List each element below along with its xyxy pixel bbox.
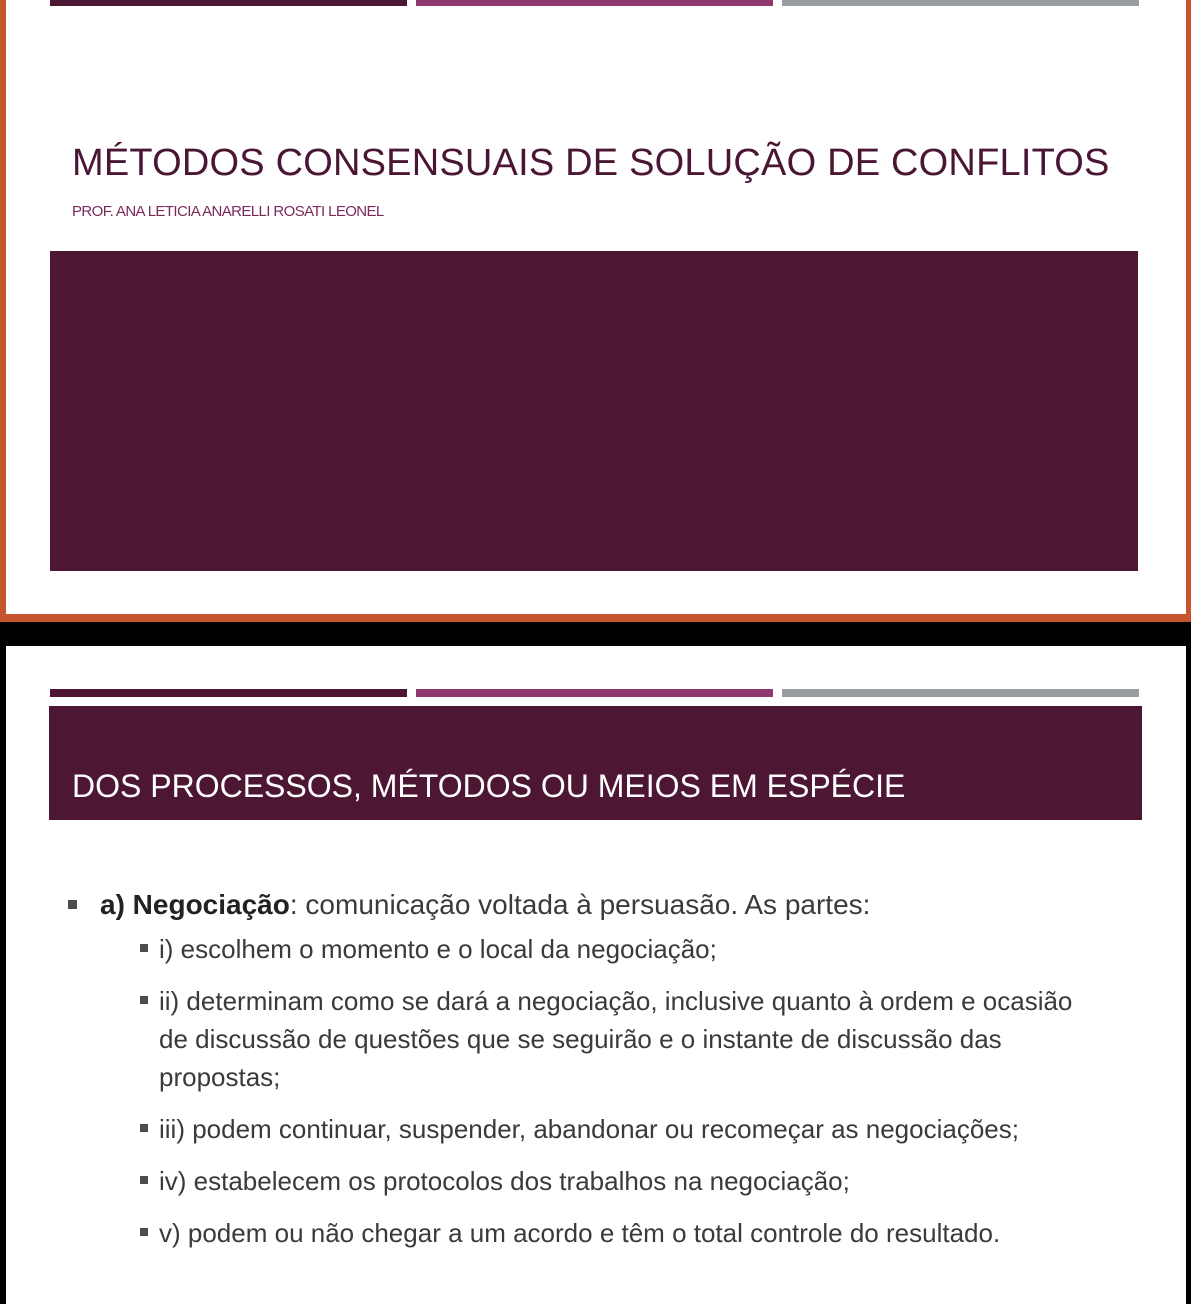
main-bullet-item [68,886,1168,924]
main-bullet-text: : comunicação voltada à persuasão. As partes: [289,889,871,920]
sub-bullet-item [68,982,1099,1096]
slide-1-title: MÉTODOS CONSENSUAIS DE SOLUÇÃO DE CONFLITOS [72,142,1110,184]
accent-bar-mid [416,0,773,6]
square-bullet-icon [140,944,148,952]
sub-bullet-item [68,1214,1099,1252]
accent-bar-gray [782,0,1139,6]
sub-bullet-text: i) escolhem o momento e o local da negociação; [159,934,717,964]
slide-2 [6,646,1186,1304]
slide-2-header [49,706,1142,820]
square-bullet-icon [68,900,77,909]
main-bullet-label: a) Negociação [100,889,290,920]
slide-2-content [68,886,1168,1266]
slide-1 [6,0,1186,614]
sub-bullet-text: v) podem ou não chegar a um acordo e têm o total controle do resultado. [159,1218,1001,1248]
accent-bar-mid [416,689,773,697]
slide-1-subtitle: PROF. ANA LETICIA ANARELLI ROSATI LEONEL [72,203,384,220]
sub-bullet-item [68,930,1099,968]
accent-bars [50,689,1139,697]
slide-1-color-block [50,251,1138,571]
square-bullet-icon [140,1176,148,1184]
square-bullet-icon [140,1228,148,1236]
accent-bar-dark [50,689,407,697]
accent-bars [50,0,1139,6]
sub-bullet-text: iv) estabelecem os protocolos dos trabalhos na negociação; [159,1166,850,1196]
sub-bullet-item [68,1110,1099,1148]
slide-1-frame [0,0,1191,622]
slide-2-title: DOS PROCESSOS, MÉTODOS OU MEIOS EM ESPÉCIE [72,768,906,804]
square-bullet-icon [140,996,148,1004]
accent-bar-dark [50,0,407,6]
sub-bullet-text: iii) podem continuar, suspender, abandonar ou recomeçar as negociações; [159,1114,1019,1144]
sub-bullet-item [68,1162,1099,1200]
sub-bullet-text: ii) determinam como se dará a negociação, inclusive quanto à ordem e ocasião de discussão de questões que se seguirão e o instante de discussão das propostas; [159,986,1073,1092]
accent-bar-gray [782,689,1139,697]
square-bullet-icon [140,1124,148,1132]
